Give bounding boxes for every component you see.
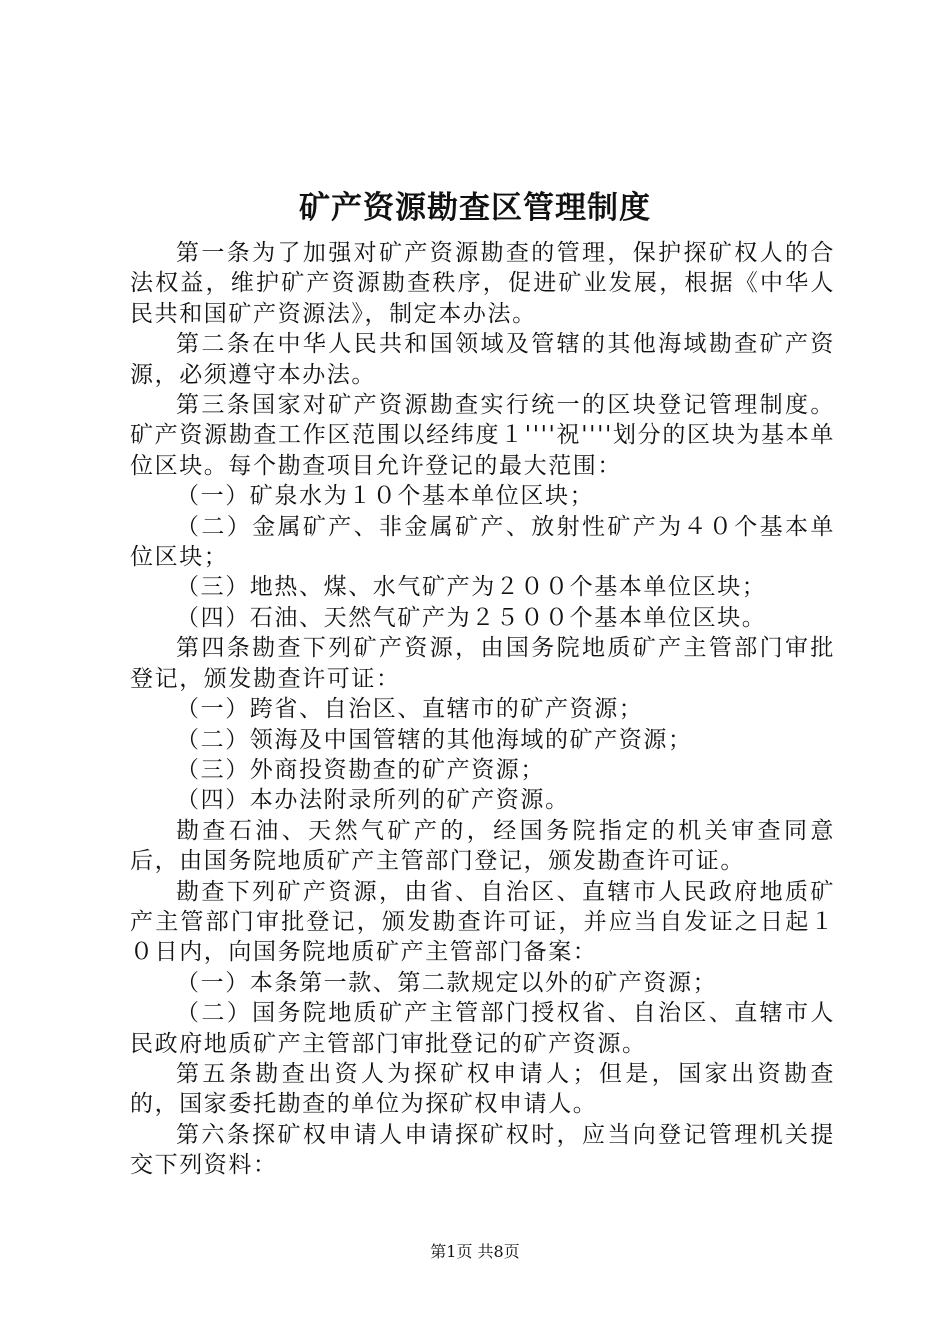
paragraph: （二）金属矿产、非金属矿产、放射性矿产为４０个基本单位区块；	[130, 513, 835, 571]
paragraph: （二）领海及中国管辖的其他海域的矿产资源；	[176, 726, 693, 753]
paragraph: 第五条勘查出资人为探矿权申请人；但是，国家出资勘查的，国家委托勘查的单位为探矿权申请人。	[130, 1060, 835, 1118]
paragraph: 第六条探矿权申请人申请探矿权时，应当向登记管理机关提交下列资料：	[130, 1121, 835, 1179]
paragraph: （四）石油、天然气矿产为２５００个基本单位区块。	[176, 604, 767, 631]
document-body	[130, 238, 835, 1181]
page-number-footer: 第1页 共8页	[430, 1242, 520, 1261]
document-title: 矿产资源勘查区管理制度	[299, 190, 651, 226]
paragraph: （四）本办法附录所列的矿产资源。	[176, 787, 570, 814]
paragraph: 勘查下列矿产资源，由省、自治区、直辖市人民政府地质矿产主管部门审批登记，颁发勘查许可证，并应当自发证之日起１０日内，向国务院地质矿产主管部门备案：	[130, 878, 835, 966]
paragraph: （二）国务院地质矿产主管部门授权省、自治区、直辖市人民政府地质矿产主管部门审批登记的矿产资源。	[130, 1000, 835, 1057]
paragraph: （一）跨省、自治区、直辖市的矿产资源；	[176, 696, 644, 723]
paragraph: （一）矿泉水为１０个基本单位区块；	[176, 483, 595, 510]
paragraph: （三）外商投资勘查的矿产资源；	[176, 756, 545, 783]
paragraph: 第四条勘查下列矿产资源，由国务院地质矿产主管部门审批登记，颁发勘查许可证：	[130, 635, 835, 692]
paragraph: 第二条在中华人民共和国领域及管辖的其他海域勘查矿产资源，必须遵守本办法。	[130, 331, 835, 388]
paragraph: （三）地热、煤、水气矿产为２００个基本单位区块；	[176, 574, 767, 601]
paragraph: 第三条国家对矿产资源勘查实行统一的区块登记管理制度。矿产资源勘查工作区范围以经纬度１''''祝''''划分的区块为基本单位区块。每个勘查项目允许登记的最大范围：	[130, 392, 835, 479]
paragraph: 第一条为了加强对矿产资源勘查的管理，保护探矿权人的合法权益，维护矿产资源勘查秩序，促进矿业发展，根据《中华人民共和国矿产资源法》，制定本办法。	[130, 240, 835, 327]
paragraph: 勘查石油、天然气矿产的，经国务院指定的机关审查同意后，由国务院地质矿产主管部门登记，颁发勘查许可证。	[130, 817, 835, 875]
paragraph: （一）本条第一款、第二款规定以外的矿产资源；	[176, 969, 718, 996]
